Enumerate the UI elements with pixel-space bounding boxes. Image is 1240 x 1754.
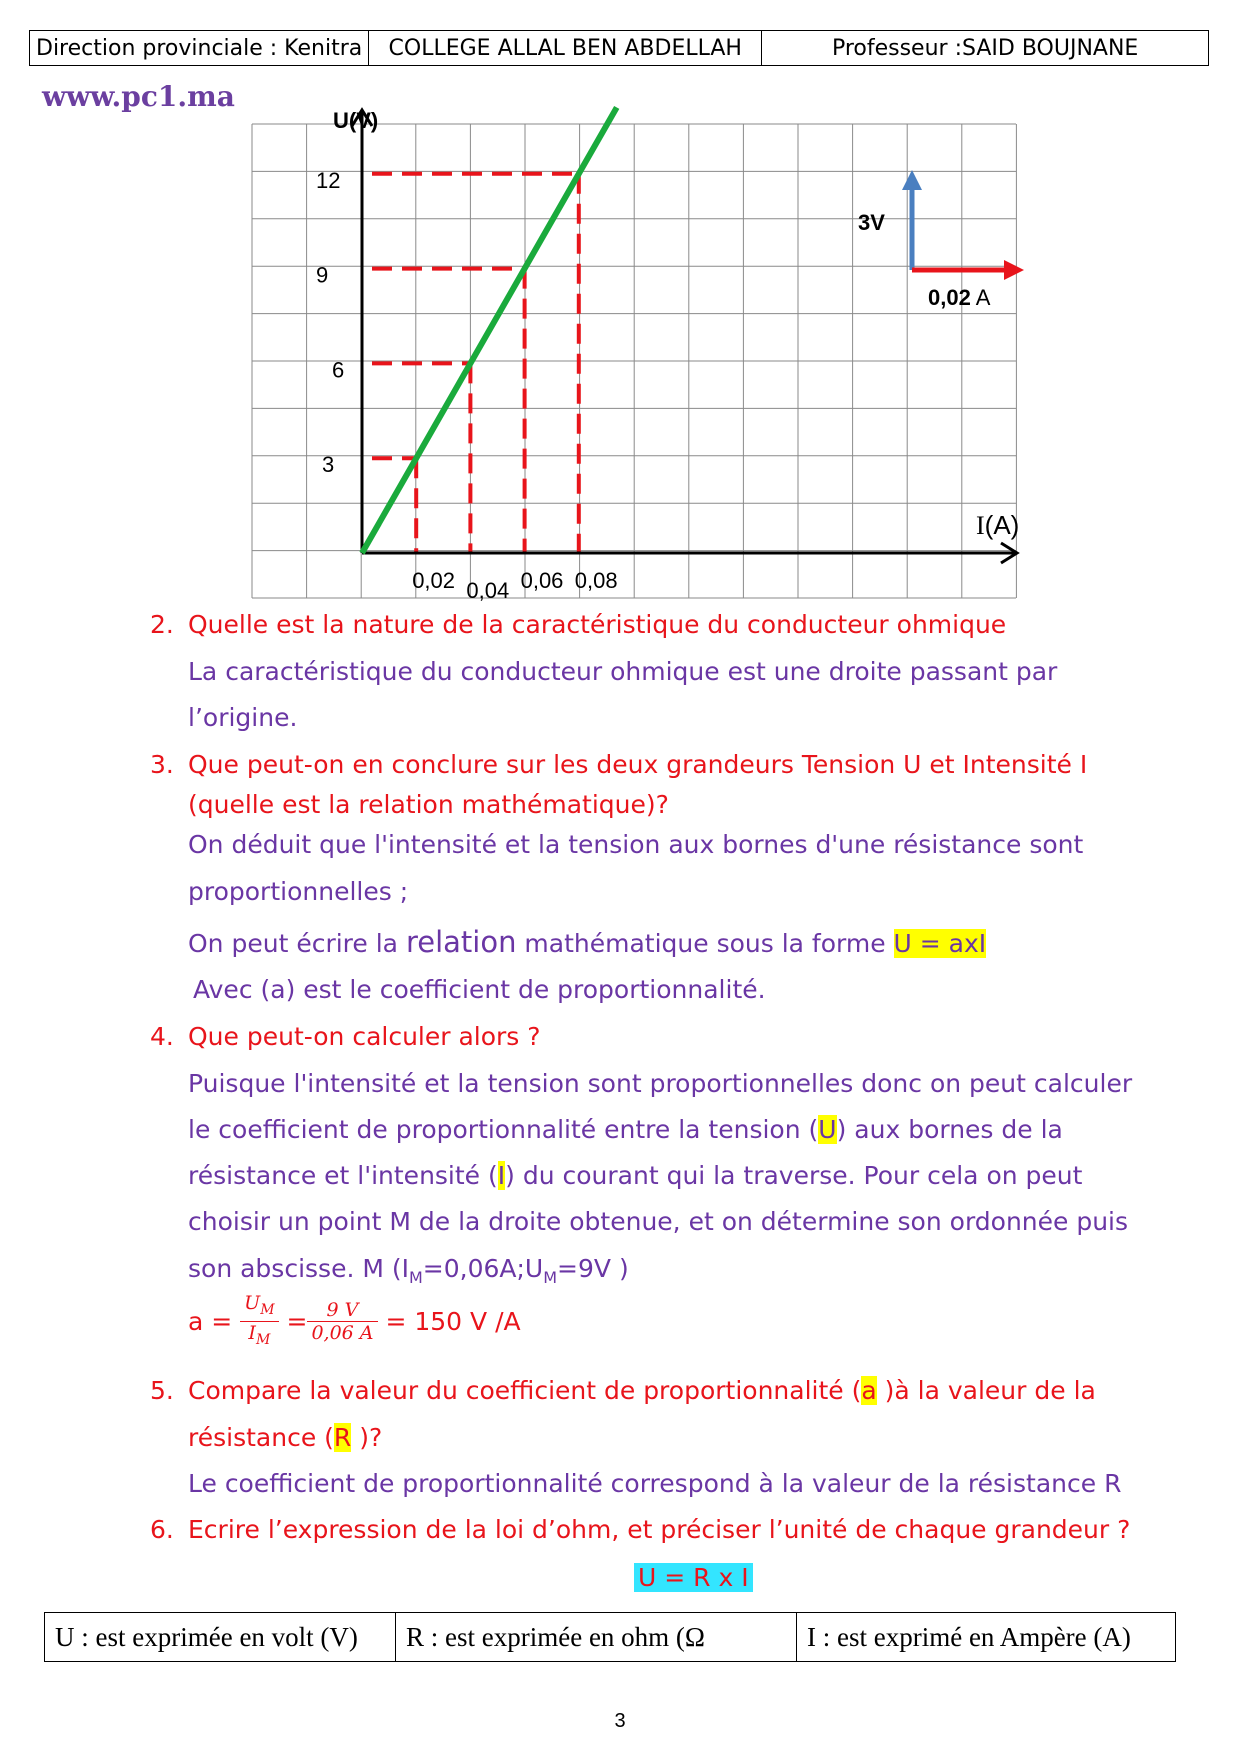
unit-current: I : est exprimé en Ampère (A) (797, 1613, 1176, 1662)
q3-answer-line-3 (188, 925, 1240, 959)
q4-answer-sub-1: M (408, 1268, 423, 1287)
q2-number: 2. (150, 610, 174, 639)
ohm-law-formula: U = R x I (634, 1563, 753, 1592)
q6-question (150, 1515, 1240, 1544)
q4-answer-line-2 (188, 1115, 1240, 1144)
q5-question-line-2 (188, 1423, 1240, 1452)
q4-highlight-u: U (818, 1115, 837, 1144)
q3-number: 3. (150, 750, 174, 779)
unit-voltage: U : est exprimée en volt (V) (45, 1613, 396, 1662)
q4-fraction-um: U (244, 1292, 261, 1314)
y-tick-label-1: 6 (332, 357, 345, 383)
q4-answer-5b: =0,06A;U (422, 1254, 544, 1283)
q5-question-2b: )? (351, 1423, 383, 1452)
header-college: COLLEGE ALLAL BEN ABDELLAH (369, 31, 762, 66)
q3-answer-relation-word: relation (405, 925, 517, 959)
q4-formula (188, 1292, 1240, 1352)
q4-answer-line-5 (188, 1254, 1240, 1287)
q5-question-1b: )à la valeur de la (876, 1376, 1096, 1405)
q4-answer-sub-2: M (543, 1268, 558, 1287)
q3-answer-3a: On peut écrire la (188, 929, 406, 958)
chart-grid (252, 124, 1016, 598)
scale-h-arrowhead (1004, 260, 1024, 280)
q5-highlight-r: R (333, 1423, 352, 1452)
header-direction: Direction provinciale : Kenitra (30, 31, 369, 66)
q5-question-line-1 (150, 1376, 1240, 1405)
q5-question-1a: Compare la valeur du coefficient de proportionnalité ( (188, 1376, 862, 1405)
q4-answer-5a: son abscisse. M (I (188, 1254, 409, 1283)
chart-scale-indicator (858, 170, 1024, 310)
scale-v-label: 3V (858, 210, 885, 235)
site-url[interactable]: www.pc1.ma (42, 80, 235, 113)
q4-answer-2b: ) aux bornes de la (836, 1115, 1063, 1144)
scale-h-label: 0,02 A (928, 285, 991, 310)
unit-resistance: R : est exprimée en ohm (Ω (396, 1613, 797, 1662)
units-table (44, 1612, 1176, 1662)
x-tick-label-2: 0,06 (520, 568, 564, 593)
q4-fraction-den: 0,06 A (311, 1321, 374, 1344)
q3-question-line-2: (quelle est la relation mathématique)? (188, 790, 669, 819)
q4-formula-eq: = (278, 1306, 308, 1336)
q4-formula-result: = 150 V /A (377, 1306, 521, 1336)
q4-fraction-numeric (307, 1299, 377, 1344)
chart-axes (333, 108, 1019, 563)
q5-question-2a: résistance ( (188, 1423, 334, 1452)
q2-question-text: Quelle est la nature de la caractéristique du conducteur ohmique (188, 610, 1007, 639)
page-number: 3 (614, 1710, 626, 1732)
ohm-characteristic-graph (0, 0, 1240, 610)
y-tick-label-3: 12 (316, 167, 341, 193)
x-tick-label-3: 0,08 (574, 568, 618, 593)
x-tick-label-1: 0,04 (466, 578, 510, 603)
q6-question-text: Ecrire l’expression de la loi d’ohm, et préciser l’unité de chaque grandeur ? (188, 1515, 1131, 1544)
q4-number: 4. (150, 1022, 174, 1051)
q5-highlight-a: a (861, 1376, 877, 1405)
x-axis-label: I(A) (976, 510, 1020, 540)
q4-question (150, 1022, 1240, 1051)
q6-formula-wrap (634, 1563, 753, 1592)
y-axis-label: U(V) (333, 108, 379, 133)
q4-answer-line-3 (188, 1161, 1240, 1190)
q4-fraction-um-sub: M (260, 1301, 275, 1318)
q3-question-line-1 (150, 750, 1240, 779)
q4-answer-line-1: Puisque l'intensité et la tension sont proportionnelles donc on peut calculer (188, 1069, 1133, 1098)
q3-answer-line-1: On déduit que l'intensité et la tension aux bornes d'une résistance sont (188, 830, 1084, 859)
q4-fraction-im: I (248, 1321, 256, 1344)
q3-answer-line-4: Avec (a) est le coefficient de proportionnalité. (193, 975, 766, 1004)
q4-answer-5c: =9V ) (557, 1254, 629, 1283)
q4-answer-3a: résistance et l'intensité ( (188, 1161, 498, 1190)
scale-v-arrowhead (902, 170, 922, 190)
x-tick-label-0: 0,02 (412, 568, 456, 593)
q5-number: 5. (150, 1376, 174, 1405)
q3-question-text-1: Que peut-on en conclure sur les deux grandeurs Tension U et Intensité I (188, 750, 1088, 779)
q4-formula-a: a = (188, 1306, 241, 1336)
q4-fraction-symbolic (240, 1292, 278, 1351)
q4-answer-line-4: choisir un point M de la droite obtenue, et on détermine son ordonnée puis (188, 1207, 1129, 1236)
q4-fraction-num: 9 V (307, 1299, 377, 1322)
q4-answer-3b: ) du courant qui la traverse. Pour cela on peut (505, 1161, 1083, 1190)
q2-answer-line-2: l’origine. (188, 703, 298, 732)
q2-answer-line-1: La caractéristique du conducteur ohmique est une droite passant par (188, 657, 1058, 686)
q3-answer-line-2: proportionnelles ; (188, 877, 409, 906)
q4-highlight-i: I (497, 1161, 506, 1190)
q4-answer-2a: le coefficient de proportionnalité entre la tension ( (188, 1115, 819, 1144)
y-tick-label-2: 9 (316, 262, 329, 288)
q2-question (150, 610, 1240, 639)
y-tick-label-0: 3 (322, 452, 335, 478)
q4-fraction-im-sub: M (255, 1331, 271, 1348)
q3-relation-formula: U = axI (893, 929, 987, 958)
q5-answer: Le coefficient de proportionnalité correspond à la valeur de la résistance R (188, 1469, 1122, 1498)
q4-question-text: Que peut-on calculer alors ? (188, 1022, 541, 1051)
q3-answer-3c: mathématique sous la forme (516, 929, 894, 958)
q6-number: 6. (150, 1515, 174, 1544)
header-professor: Professeur :SAID BOUJNANE (762, 31, 1209, 66)
